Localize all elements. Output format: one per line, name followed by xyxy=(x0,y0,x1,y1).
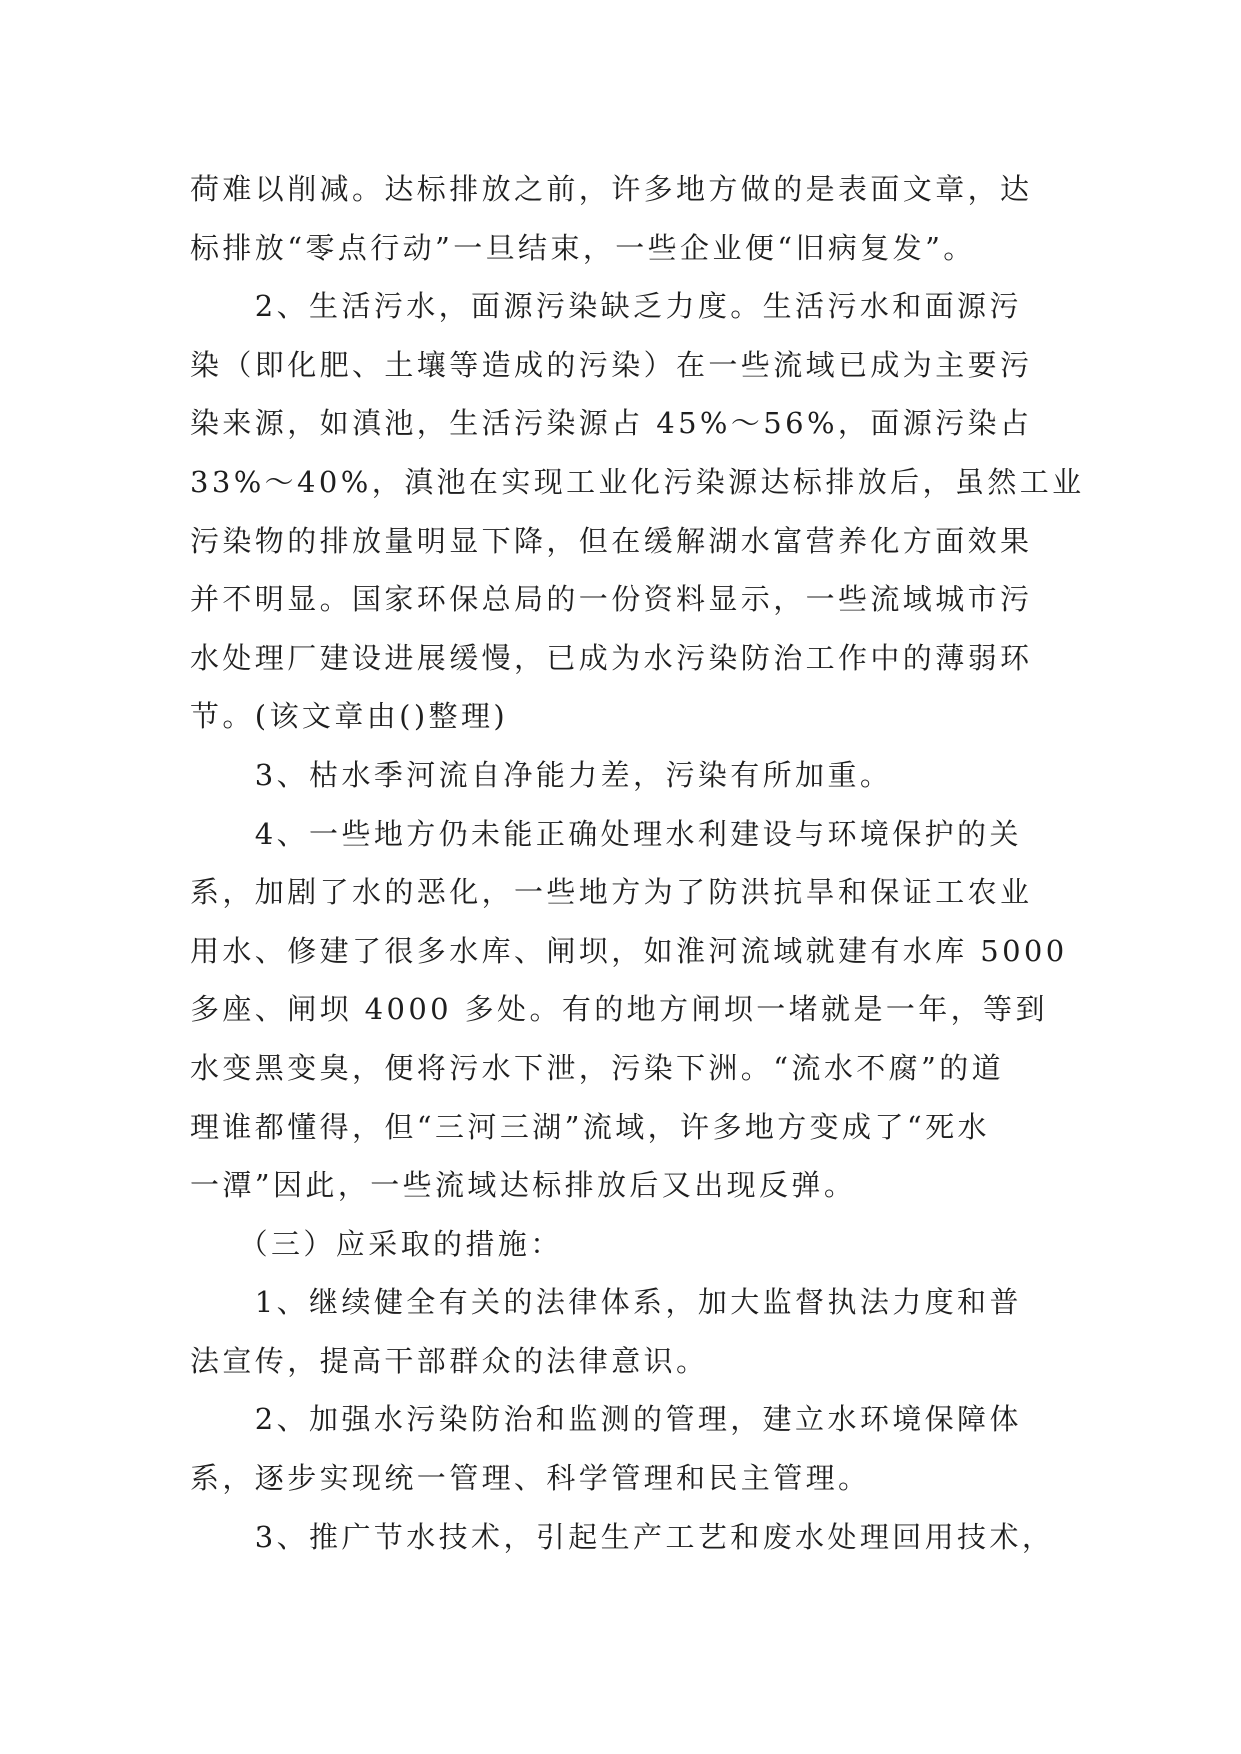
text-line: 并不明显。国家环保总局的一份资料显示，一些流域城市污 xyxy=(190,582,1033,617)
text-line: （三）应采取的措施： xyxy=(238,1226,563,1261)
text-line: 2、加强水污染防治和监测的管理，建立水环境保障体 xyxy=(254,1402,1022,1437)
text-line: 染来源，如滇池，生活污染源占 45%～56%，面源污染占 xyxy=(190,406,1033,441)
text-line: 污染物的排放量明显下降，但在缓解湖水富营养化方面效果 xyxy=(190,523,1033,558)
text-line: 法宣传，提高干部群众的法律意识。 xyxy=(190,1343,709,1378)
text-line: 系，逐步实现统一管理、科学管理和民主管理。 xyxy=(190,1461,871,1496)
text-line: 染（即化肥、土壤等造成的污染）在一些流域已成为主要污 xyxy=(190,347,1033,382)
body-text xyxy=(190,160,1085,1566)
text-line: 4、一些地方仍未能正确处理水利建设与环境保护的关 xyxy=(254,816,1022,851)
text-line: 系，加剧了水的恶化，一些地方为了防洪抗旱和保证工农业 xyxy=(190,875,1033,910)
text-line: 33%～40%，滇池在实现工业化污染源达标排放后，虽然工业 xyxy=(190,464,1085,499)
text-line: 多座、闸坝 4000 多处。有的地方闸坝一堵就是一年，等到 xyxy=(190,992,1048,1027)
text-line: 1、继续健全有关的法律体系，加大监督执法力度和普 xyxy=(254,1285,1022,1320)
text-line: 3、枯水季河流自净能力差，污染有所加重。 xyxy=(254,757,893,792)
text-line: 用水、修建了很多水库、闸坝，如淮河流域就建有水库 5000 xyxy=(190,933,1068,968)
text-line: 节。(该文章由()整理) xyxy=(190,699,509,734)
text-line: 标排放“零点行动”一旦结束，一些企业便“旧病复发”。 xyxy=(190,230,976,265)
text-line: 一潭”因此，一些流域达标排放后又出现反弹。 xyxy=(190,1168,857,1203)
text-line: 荷难以削减。达标排放之前，许多地方做的是表面文章，达 xyxy=(190,172,1033,206)
text-line: 3、推广节水技术，引起生产工艺和废水处理回用技术， xyxy=(254,1519,1055,1554)
text-line: 水变黑变臭，便将污水下泄，污染下洲。“流水不腐”的道 xyxy=(190,1050,1005,1085)
text-line: 2、生活污水，面源污染缺乏力度。生活污水和面源污 xyxy=(254,289,1022,324)
text-line: 水处理厂建设进展缓慢，已成为水污染防治工作中的薄弱环 xyxy=(190,640,1033,675)
text-line: 理谁都懂得，但“三河三湖”流域，许多地方变成了“死水 xyxy=(190,1109,990,1144)
